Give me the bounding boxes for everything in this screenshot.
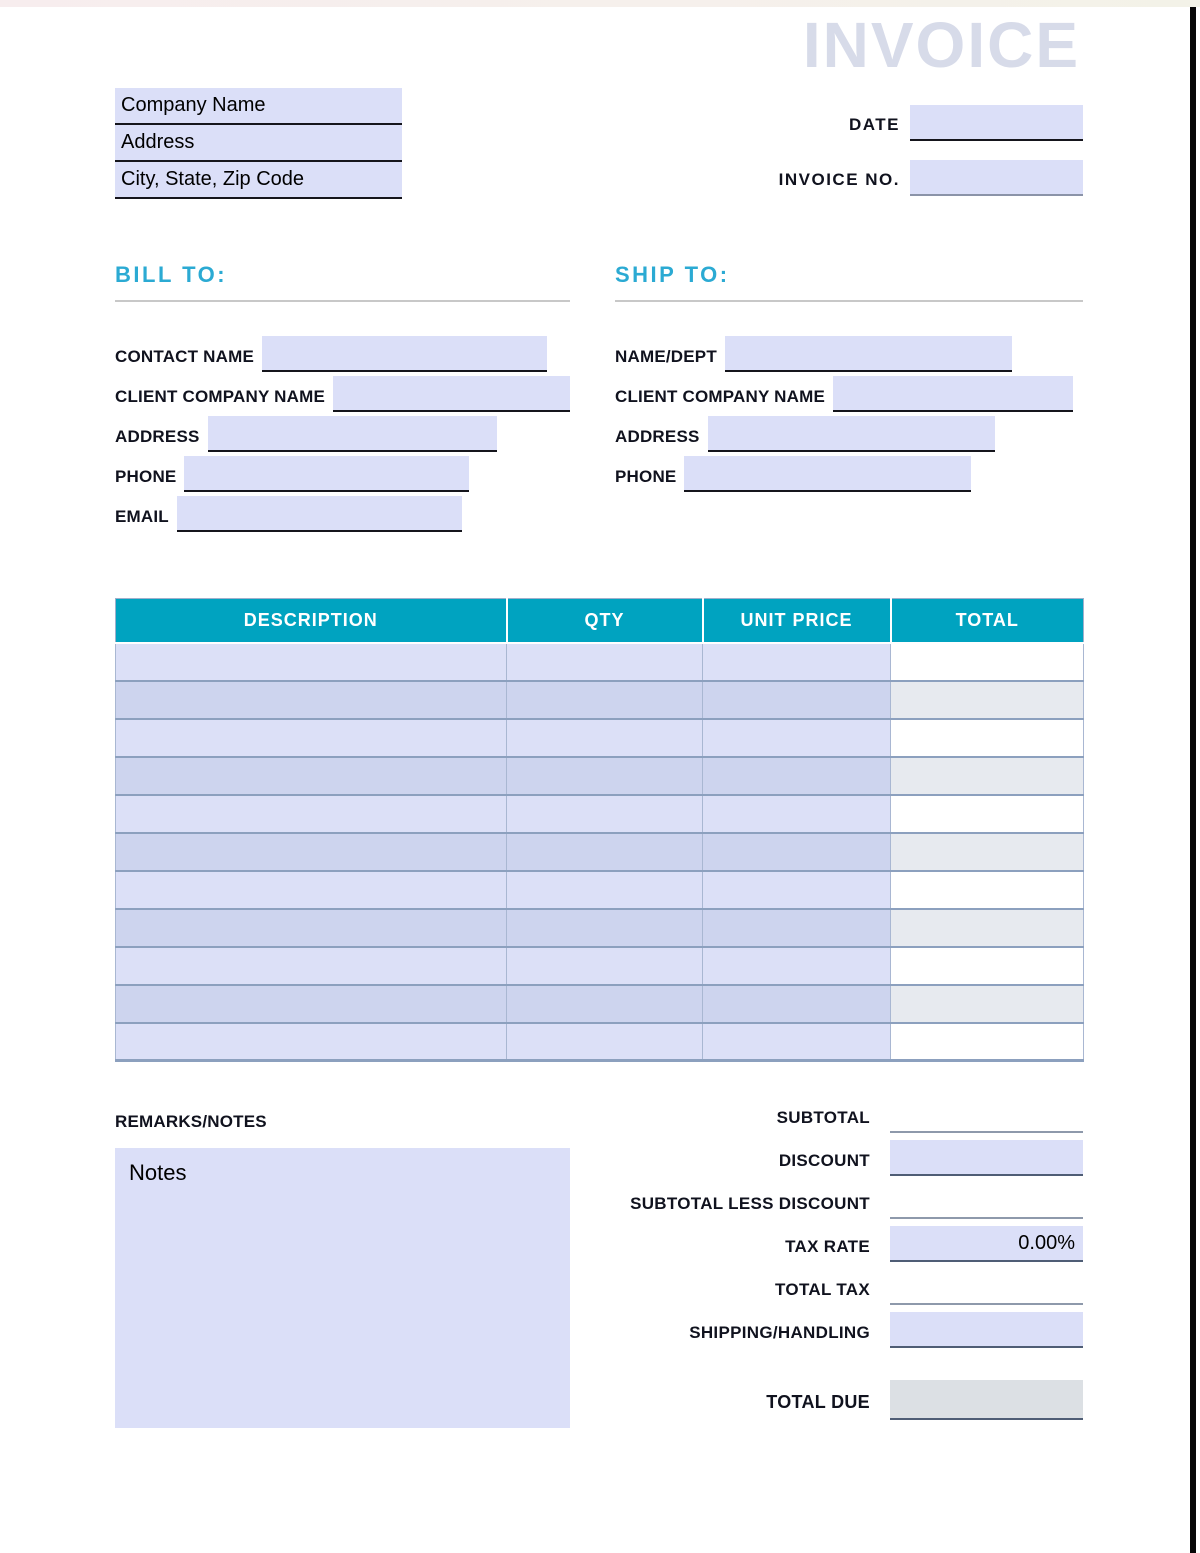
bill-phone-field[interactable]	[184, 456, 469, 492]
item-total-cell[interactable]	[891, 985, 1084, 1023]
item-cell[interactable]	[507, 947, 703, 985]
ship-client-company-label: CLIENT COMPANY NAME	[615, 387, 826, 406]
col-header-total: TOTAL	[891, 599, 1084, 643]
item-cell[interactable]	[116, 871, 507, 909]
ship-phone-label: PHONE	[615, 467, 677, 486]
item-total-cell[interactable]	[891, 795, 1084, 833]
date-label: DATE	[848, 115, 900, 134]
item-cell[interactable]	[507, 985, 703, 1023]
item-total-cell[interactable]	[891, 871, 1084, 909]
item-total-cell[interactable]	[891, 643, 1084, 681]
bill-to-section	[115, 262, 570, 536]
subtotal-less-discount-label: SUBTOTAL LESS DISCOUNT	[630, 1194, 870, 1213]
item-cell[interactable]	[116, 947, 507, 985]
item-cell[interactable]	[507, 719, 703, 757]
items-table-body	[116, 643, 1084, 1061]
item-cell[interactable]	[703, 681, 891, 719]
items-table	[115, 598, 1084, 1062]
item-row	[116, 985, 1084, 1023]
tax-rate-label: TAX RATE	[785, 1237, 870, 1256]
item-row	[116, 833, 1084, 871]
total-tax-label: TOTAL TAX	[775, 1280, 870, 1299]
bill-client-company-label: CLIENT COMPANY NAME	[115, 387, 326, 406]
name-dept-field[interactable]	[725, 336, 1012, 372]
item-cell[interactable]	[703, 643, 891, 681]
bill-client-company-field[interactable]	[333, 376, 570, 412]
item-cell[interactable]	[703, 871, 891, 909]
total-due-label: TOTAL DUE	[766, 1392, 870, 1412]
item-cell[interactable]	[703, 1023, 891, 1061]
item-row	[116, 947, 1084, 985]
tax-rate-field[interactable]: 0.00%	[890, 1226, 1083, 1262]
page-title: INVOICE	[802, 9, 1080, 81]
contact-name-field[interactable]	[262, 336, 547, 372]
contact-name-label: CONTACT NAME	[115, 347, 255, 366]
item-row	[116, 909, 1084, 947]
item-row	[116, 757, 1084, 795]
name-dept-label: NAME/DEPT	[615, 347, 717, 366]
company-block	[115, 88, 402, 199]
meta-block	[700, 104, 1083, 214]
company-name-field[interactable]: Company Name	[115, 88, 402, 125]
item-cell[interactable]	[507, 757, 703, 795]
item-total-cell[interactable]	[891, 719, 1084, 757]
bill-address-label: ADDRESS	[115, 427, 200, 446]
item-row	[116, 681, 1084, 719]
scan-edge-line	[1190, 7, 1196, 1553]
item-total-cell[interactable]	[891, 681, 1084, 719]
item-total-cell[interactable]	[891, 757, 1084, 795]
item-cell[interactable]	[116, 719, 507, 757]
invoice-no-label: INVOICE NO.	[778, 170, 900, 189]
item-row	[116, 643, 1084, 681]
subtotal-less-discount-field[interactable]	[890, 1183, 1083, 1219]
shipping-handling-field[interactable]	[890, 1312, 1083, 1348]
item-cell[interactable]	[116, 681, 507, 719]
item-cell[interactable]	[703, 909, 891, 947]
ship-client-company-field[interactable]	[833, 376, 1073, 412]
item-total-cell[interactable]	[891, 947, 1084, 985]
item-cell[interactable]	[703, 947, 891, 985]
ship-to-heading: SHIP TO:	[615, 262, 730, 287]
discount-field[interactable]	[890, 1140, 1083, 1176]
bill-email-field[interactable]	[177, 496, 462, 532]
item-total-cell[interactable]	[891, 909, 1084, 947]
item-cell[interactable]	[116, 833, 507, 871]
page-top-edge	[0, 0, 1200, 7]
bill-phone-label: PHONE	[115, 467, 177, 486]
item-cell[interactable]	[116, 909, 507, 947]
notes-box[interactable]: Notes	[115, 1148, 570, 1428]
item-cell[interactable]	[703, 795, 891, 833]
ship-to-section	[615, 262, 1083, 496]
item-cell[interactable]	[116, 1023, 507, 1061]
item-cell[interactable]	[703, 833, 891, 871]
ship-address-label: ADDRESS	[615, 427, 700, 446]
summary-block	[620, 1097, 1083, 1420]
bill-address-field[interactable]	[208, 416, 497, 452]
ship-to-rule	[615, 300, 1083, 302]
item-cell[interactable]	[507, 681, 703, 719]
subtotal-label: SUBTOTAL	[776, 1108, 870, 1127]
col-header-description: DESCRIPTION	[116, 599, 507, 643]
total-due-field[interactable]	[890, 1380, 1083, 1420]
item-cell[interactable]	[116, 757, 507, 795]
item-total-cell[interactable]	[891, 1023, 1084, 1061]
item-cell[interactable]	[116, 795, 507, 833]
item-cell[interactable]	[116, 985, 507, 1023]
company-address-field[interactable]: Address	[115, 125, 402, 162]
item-cell[interactable]	[507, 643, 703, 681]
ship-phone-field[interactable]	[684, 456, 971, 492]
col-header-qty: QTY	[507, 599, 703, 643]
total-tax-field[interactable]	[890, 1269, 1083, 1305]
item-cell[interactable]	[703, 985, 891, 1023]
item-total-cell[interactable]	[891, 833, 1084, 871]
item-cell[interactable]	[507, 909, 703, 947]
shipping-handling-label: SHIPPING/HANDLING	[689, 1323, 870, 1342]
ship-address-field[interactable]	[708, 416, 995, 452]
item-cell[interactable]	[507, 795, 703, 833]
invoice-no-field[interactable]	[910, 160, 1083, 196]
item-cell[interactable]	[703, 757, 891, 795]
item-cell[interactable]	[507, 871, 703, 909]
company-city-state-zip-field[interactable]: City, State, Zip Code	[115, 162, 402, 199]
bill-to-rule	[115, 300, 570, 302]
item-cell[interactable]	[507, 1023, 703, 1061]
item-cell[interactable]	[116, 643, 507, 681]
item-cell[interactable]	[703, 719, 891, 757]
item-row	[116, 719, 1084, 757]
col-header-unit-price: UNIT PRICE	[703, 599, 891, 643]
item-row	[116, 871, 1084, 909]
bill-email-label: EMAIL	[115, 507, 169, 526]
discount-label: DISCOUNT	[778, 1151, 870, 1170]
item-row	[116, 795, 1084, 833]
subtotal-field[interactable]	[890, 1097, 1083, 1133]
item-cell[interactable]	[507, 833, 703, 871]
date-field[interactable]	[910, 105, 1083, 141]
item-row	[116, 1023, 1084, 1061]
items-header-row	[116, 599, 1084, 643]
remarks-notes-label: REMARKS/NOTES	[115, 1112, 267, 1131]
bill-to-heading: BILL TO:	[115, 262, 228, 287]
